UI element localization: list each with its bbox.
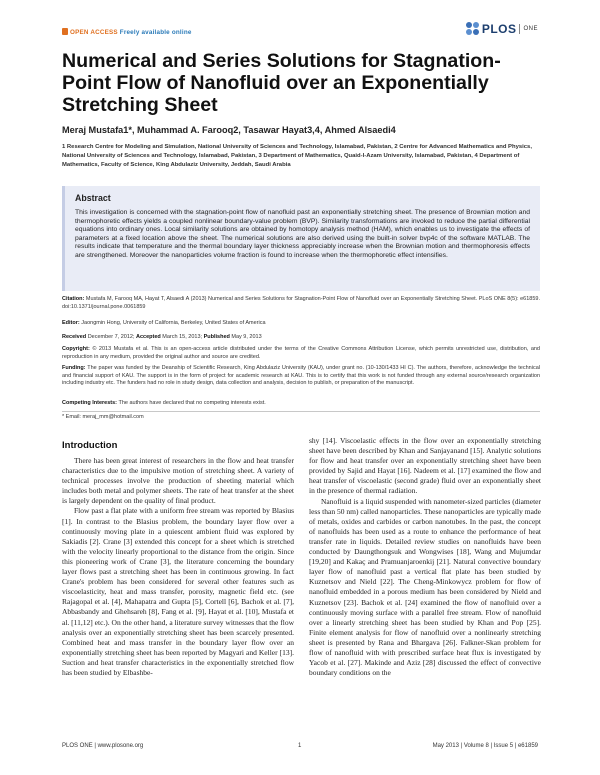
funding-block: Funding: The paper was funded by the Deanship of Scientific Research, King Abdulaziz University (KAU), under grant no. (10-130/1433 HI C). The authors, therefore, acknowledge the technical and financial support of KAU. The support is in the form of project for academic research at KAU. This is to certify that this work is not funded through any external source/research organization including industry etc. The funders had no role in study design, data collection and analysis, decision to publish, or preparation of the manuscript.	[62, 365, 540, 387]
plos-logo	[466, 22, 538, 36]
affiliations: 1 Research Centre for Modeling and Simulation, National University of Sciences and Technology, Islamabad, Pakistan, 2 Centre for Advanced Mathematics and Physics, National University of Sciences and Technology, Islamabad, Pakistan, 3 Department of Mathematics, Quaid-I-Azam University, Islamabad, Pakistan, 4 Department of Mathematics, Faculty of Science, King Abdulaziz University, Jeddah, Saudi Arabia	[62, 144, 532, 169]
open-access-badge: OPEN ACCESS Freely available online	[62, 28, 192, 36]
copyright-block: Copyright: © 2013 Mustafa et al. This is an open-access article distributed under the terms of the Creative Commons Attribution License, which permits unrestricted use, distribution, and reproduction in any medium, provided the original author and source are credited.	[62, 346, 540, 360]
open-lock-icon	[62, 28, 68, 35]
abstract-heading: Abstract	[75, 193, 111, 203]
email-block	[62, 414, 540, 422]
intro-paragraph-2: Flow past a flat plate with a uniform free stream was reported by Blasius [1]. In contrast to the Blasius problem, the boundary layer flow over a continuously moving plate in a quiescent ambient fluid was explored by Sakiadis [2]. Crane [3] extended this concept for a sheet which is stretched with the velocity linearly proportional to the distance from the origin. Since this pioneering work of Crane [3], the literature concerning the boundary layer flows past a stretching sheet has been in continuous growing. In fact Crane's problem has been considered for several other features such as viscoelasticity, heat and mass transfer, porosity, magnetic field etc. (see Rajagopal et al. [4], Mahapatra and Gupta [5], Cortell [6], Bachok et al. [7], Abbasbandy and Ghehsareh [8], Fang et al. [9], Hayat et al. [10], Mustafa et al. [11,12] etc.). On the other hand, a literature survey witnesses that the flow analysis over an exponentially stretching sheet has been scarcely presented. Combined heat and mass transfer in the boundary layer flow over an exponentially stretching sheet has been reported by Magyari and Keller [13]. Suction and heat transfer characteristics in the exponentially stretched flow has been studied by Elbashbe-	[62, 506, 294, 677]
footer-page-number: 1	[298, 743, 302, 749]
abstract-box	[62, 186, 540, 291]
author-email-link[interactable]: * Email: meraj_mm@hotmail.com	[62, 414, 144, 420]
page-header	[62, 22, 538, 38]
footer-journal: PLOS ONE | www.plosone.org	[62, 743, 144, 749]
intro-paragraph-3: shy [14]. Viscoelastic effects in the flow over an exponentially stretching sheet have been described by Khan and Sanjayanand [15]. Analytic solutions for flow and heat transfer over an exponentially stretching sheet have been provided by Sajid and Hayat [16]. Nadeem et al. [17] examined the flow and heat transfer of viscoelastic (second grade) fluid over an exponentially sheet in the presence of thermal radiation.	[309, 436, 541, 496]
dates-block: Received December 7, 2012; Accepted March 15, 2013; Published May 9, 2013	[62, 334, 262, 340]
meta-divider	[62, 411, 540, 412]
editor-block: Editor: Jaongmin Hong, University of California, Berkeley, United States of America	[62, 320, 266, 326]
introduction-heading: Introduction	[62, 440, 118, 451]
plos-logo-icon	[466, 22, 480, 36]
plos-wordmark: PLOS	[481, 22, 517, 36]
one-wordmark: ONE	[523, 26, 538, 32]
logo-divider	[519, 24, 520, 34]
abstract-text: This investigation is concerned with the stagnation-point flow of nanofluid past an exponentially stretching sheet. The presence of Brownian motion and thermophoretic effects yields a coupled nonlinear boundary-value problem (BVP). Similarity transformations are invoked to reduce the partial differential equations into ordinary ones. Local similarity solutions are obtained by homotopy analysis method (HAM), which enables us to investigate the effects of parameters at a fixed location above the sheet. The numerical solutions are also derived using the built-in solver bvp4c of the software MATLAB. The results indicate that temperature and the thermal boundary layer thickness appreciably increase when the Brownian motion and thermophoresis effects are strengthened. Moreover the nanoparticles volume fraction is found to increase when the thermophoretic effect intensifies.	[75, 209, 530, 259]
right-column	[309, 436, 541, 678]
article-title: Numerical and Series Solutions for Stagnation-Point Flow of Nanofluid over an Exponentially Stretching Sheet	[62, 50, 501, 116]
citation-block: Citation: Mustafa M, Farooq MA, Hayat T, Alsaedi A (2013) Numerical and Series Solutions for Stagnation-Point Flow of Nanofluid over an Exponentially Stretching Sheet. PLoS ONE 8(5): e61859. doi:10.1371/journal.pone.0061859	[62, 296, 540, 310]
intro-paragraph-1: There has been great interest of researchers in the flow and heat transfer characteristics due to the impulsive motion of stretching sheet. A variety of technical processes involve the production of sheeting material which includes both metal and polymer sheets. The rate of heat transfer at the sheet is largely dependent on the quality of final product.	[62, 456, 294, 506]
footer-issue: May 2013 | Volume 8 | Issue 5 | e61859	[432, 743, 538, 749]
intro-paragraph-4: Nanofluid is a liquid suspended with nanometer-sized particles (diameter less than 50 nm) called nanoparticles. These nanoparticles are typically made of metals, oxides and carbides or carbon nanotubes. In the past, the concept of nanofluids has been used as a route to enhance the performance of heat transfer rate in liquids. Detailed review studies on nanofluids have been conducted by Daungthongsuk and Wongwises [18], Wang and Mujumdar [19,20] and Kakaç and Pramuanjaroenkij [21]. Natural convective boundary layer flow of nanofluid past a vertical flat plate has been studied by Kuznetsov and Nield [22]. The Cheng-Minkowycz problem for flow of nanofluid embedded in a porous medium has been considered by Nield and Kuznetsov [23]. Bachok et al. [24] examined the flow of nanofluid over a continuously moving surface with a parallel free stream. Flow of nanofluid over a linearly stretching sheet has been studied by Khan and Pop [25]. Finite element analysis for flow of nanofluid over a nonlinearly stretching sheet is presented by Rana and Bhargava [26]. Falkner-Skan problem for flow of nanofluid with with prescribed surface heat flux is investigated by Yacob et al. [27]. Makinde and Aziz [28] discussed the effect of convective boundary conditions on the	[309, 496, 541, 678]
competing-interests-block: Competing Interests: The authors have declared that no competing interests exist.	[62, 400, 266, 406]
author-list: Meraj Mustafa1*, Muhammad A. Farooq2, Tasawar Hayat3,4, Ahmed Alsaedi4	[62, 125, 396, 135]
left-column	[62, 456, 294, 678]
